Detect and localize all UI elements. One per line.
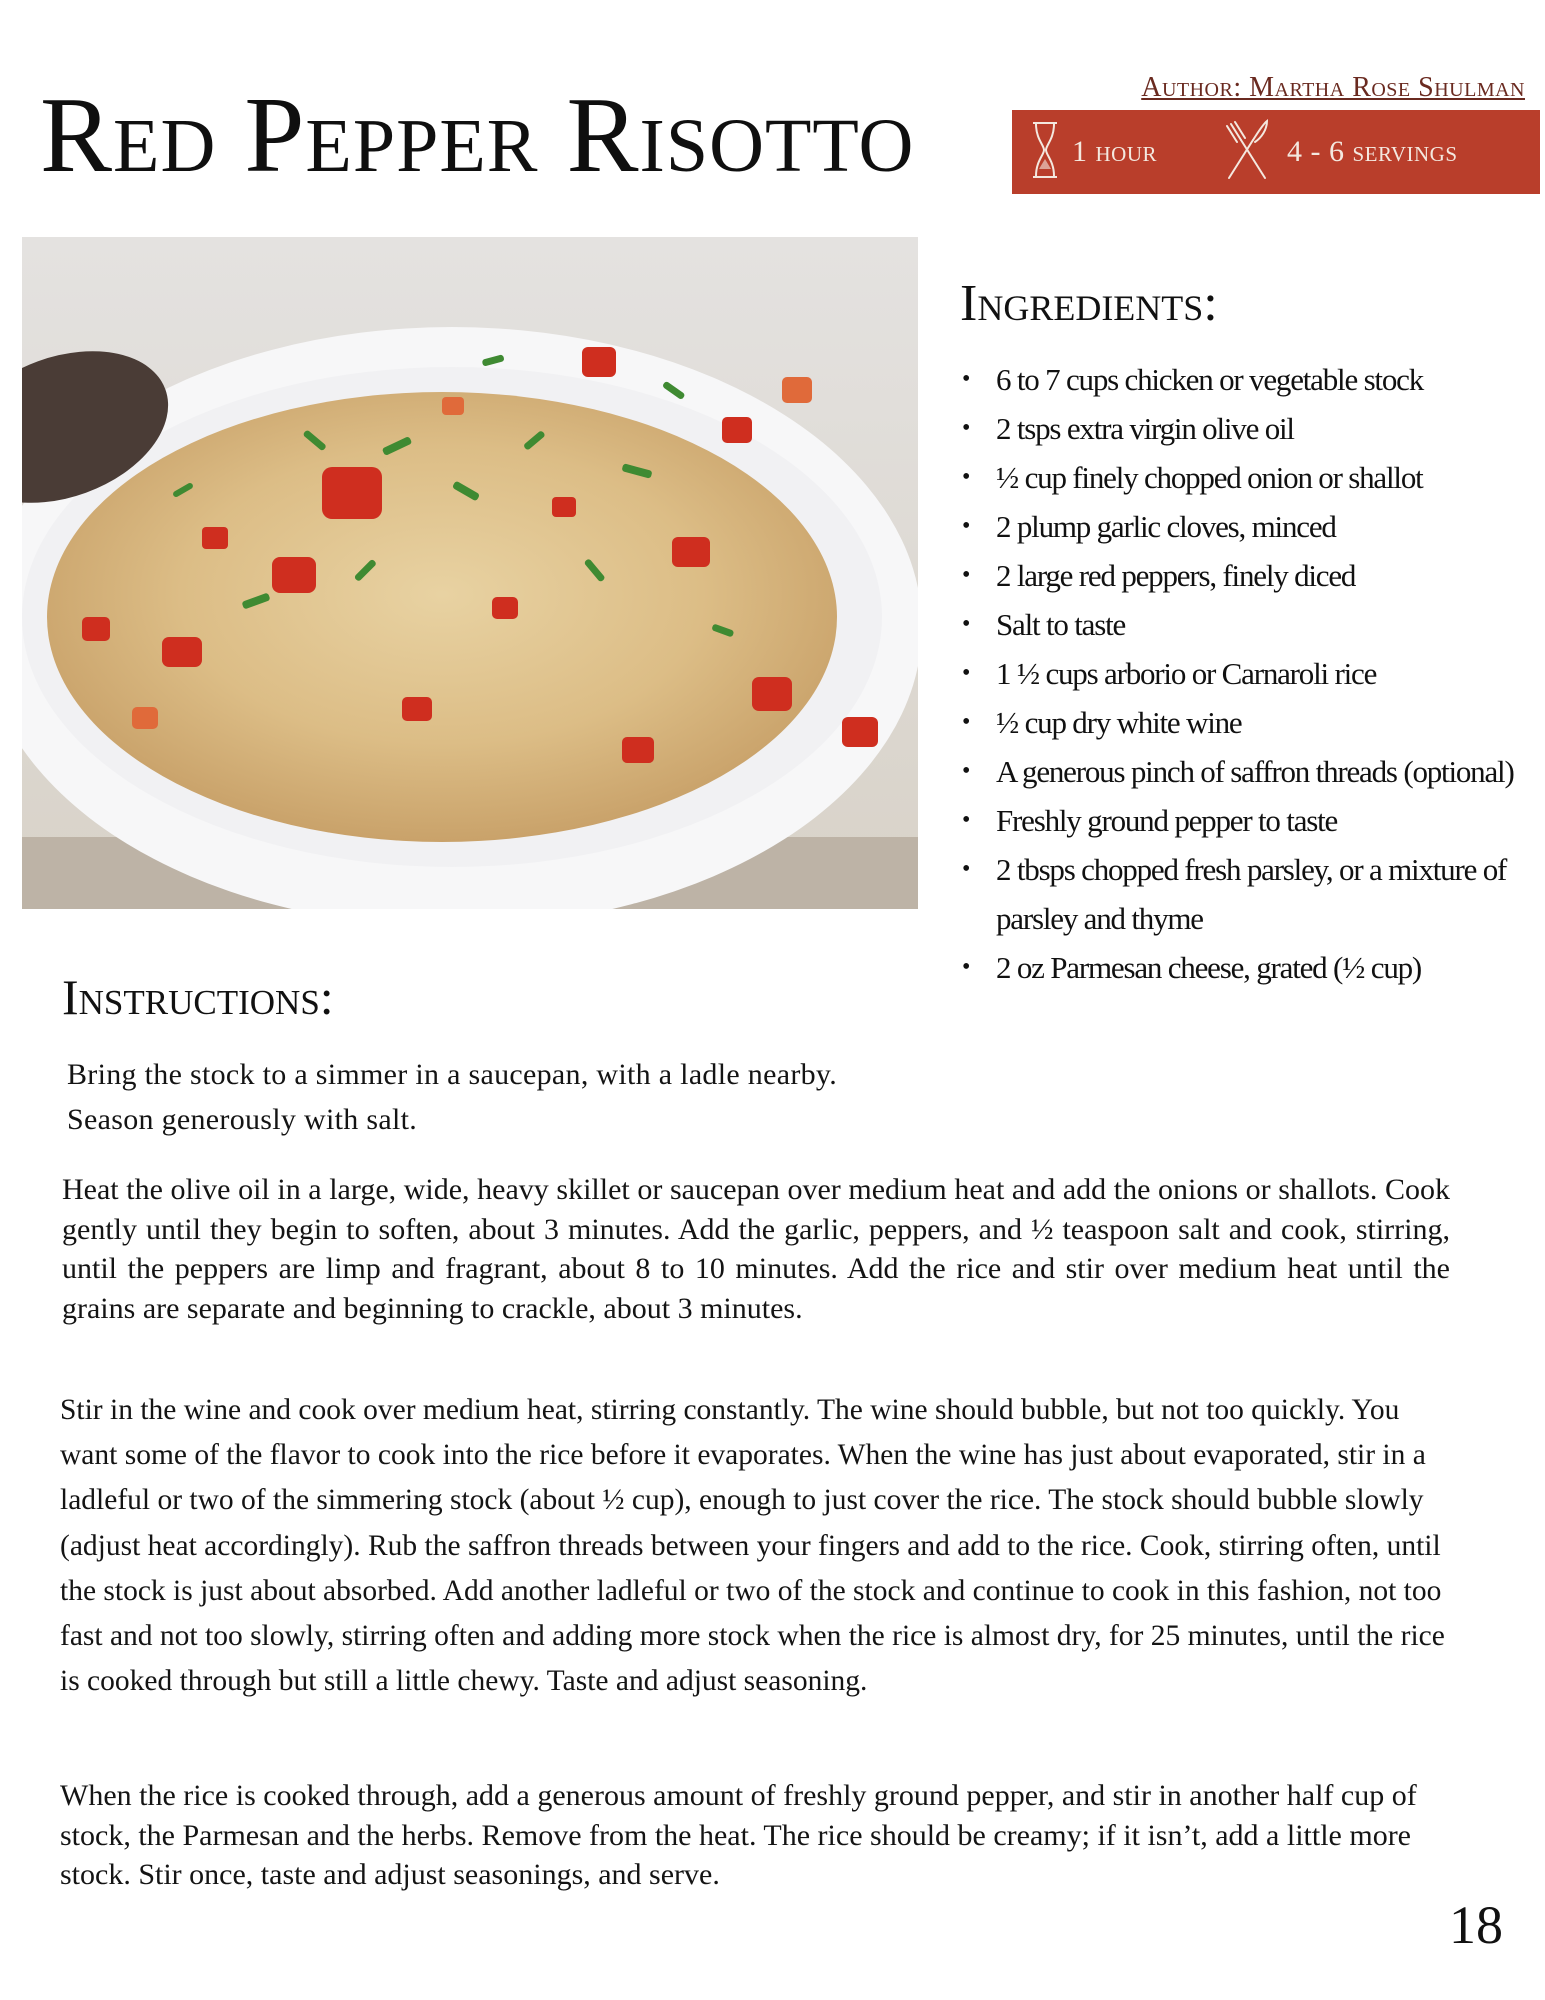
instructions-heading: Instructions: — [62, 969, 334, 1025]
ingredient-item: • 1 ½ cups arborio or Carnaroli rice — [962, 649, 1527, 698]
fork-knife-icon — [1223, 118, 1271, 187]
instruction-paragraph-2: Heat the olive oil in a large, wide, heavy skillet or saucepan over medium heat and add the onions or shallots. Cook gently until they begin to soften, about 3 minutes. Add the garlic, peppers, and ½ teaspoon salt and cook, stirring, until the peppers are limp and fragrant, about 8 to 10 minutes. Add the rice and stir over medium heat until the grains are separate and beginning to crackle, about 3 minutes. — [62, 1173, 1450, 1325]
ingredient-item: • 2 oz Parmesan cheese, grated (½ cup) — [962, 943, 1527, 992]
hourglass-icon — [1032, 121, 1058, 184]
instruction-paragraph-3: Stir in the wine and cook over medium heat, stirring constantly. The wine should bubble, but not too quickly. You want some of the flavor to cook into the rice before it evaporates. When the wine has just about evaporated, stir in a ladleful or two of the simmering stock (about ½ cup), enough to just cover the rice. The stock should bubble slowly (adjust heat accordingly). Rub the saffron threads between your fingers and add to the rice. Cook, stirring often, until the stock is just about absorbed. Add another ladleful or two of the stock and continue to cook in this fashion, not too fast and not too slowly, stirring often and adding more stock when the rice is almost dry, for 25 minutes, until the rice is cooked through but still a little chewy. Taste and adjust seasoning. — [60, 1394, 1445, 1698]
instruction-paragraph-1: Bring the stock to a simmer in a saucepan, with a ladle nearby. Season generously with salt. — [67, 1058, 838, 1136]
ingredients-heading: Ingredients: — [960, 275, 1218, 332]
cook-time-text: 1 hour — [1072, 135, 1158, 168]
author-line: Author: Martha Rose Shulman — [1141, 72, 1525, 103]
ingredient-item: • 2 tsps extra virgin olive oil — [962, 404, 1527, 453]
ingredient-item: • 2 plump garlic cloves, minced — [962, 502, 1527, 551]
ingredient-item: • ½ cup finely chopped onion or shallot — [962, 453, 1527, 502]
recipe-info-band — [1012, 110, 1540, 194]
ingredient-item: • 2 tbsps chopped fresh parsley, or a mixture of parsley and thyme — [962, 845, 1527, 943]
ingredients-list — [962, 355, 1527, 992]
ingredient-item: • Salt to taste — [962, 600, 1527, 649]
ingredient-item: • A generous pinch of saffron threads (optional) — [962, 747, 1527, 796]
ingredient-item: • Freshly ground pepper to taste — [962, 796, 1527, 845]
ingredient-item: • 2 large red peppers, finely diced — [962, 551, 1527, 600]
page-number: 18 — [1449, 1895, 1503, 1955]
recipe-title: Red Pepper Risotto — [40, 76, 915, 195]
servings-text: 4 - 6 servings — [1287, 135, 1458, 168]
ingredient-item: • 6 to 7 cups chicken or vegetable stock — [962, 355, 1527, 404]
instruction-paragraph-4: When the rice is cooked through, add a generous amount of freshly ground pepper, and stir in another half cup of stock, the Parmesan and the herbs. Remove from the heat. The rice should be creamy; if it isn’t, add a little more stock. Stir once, taste and adjust seasonings, and serve. — [60, 1779, 1417, 1891]
ingredient-item: • ½ cup dry white wine — [962, 698, 1527, 747]
cook-time — [1032, 121, 1157, 184]
risotto-photo — [22, 237, 918, 909]
servings — [1223, 118, 1458, 187]
